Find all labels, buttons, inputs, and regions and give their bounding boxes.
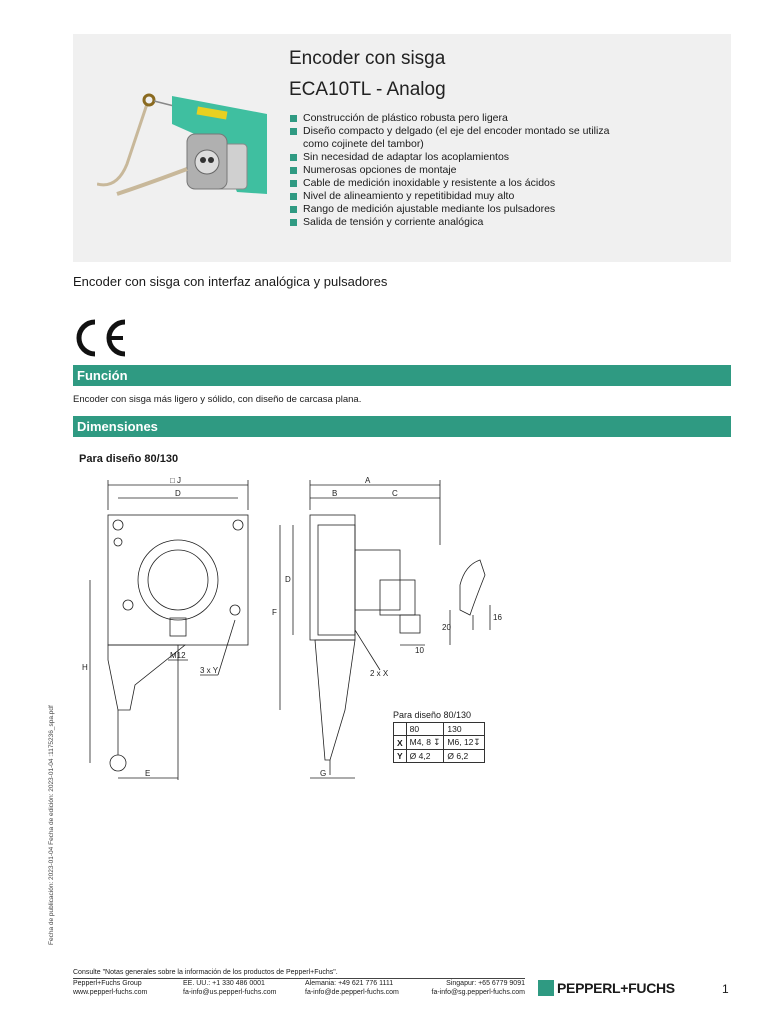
feature-item: Diseño compacto y delgado (el eje del encoder montado se utiliza como cojinete del tambor) (289, 125, 629, 151)
feature-item: Sin necesidad de adaptar los acoplamientos (289, 151, 629, 164)
dimension-drawing (60, 470, 560, 790)
label-j: □ J (170, 476, 182, 485)
table-cell: Ø 6,2 (444, 750, 484, 763)
feature-item: Salida de tensión y corriente analógica (289, 216, 629, 229)
label-g: G (320, 769, 327, 778)
footer-divider (73, 978, 525, 979)
label-m12: M12 (170, 651, 186, 660)
footer-group (73, 980, 147, 997)
product-photo (97, 74, 277, 234)
product-header-panel (73, 34, 731, 262)
footer-singapore-email-link[interactable]: fa-info@sg.pepperl-fuchs.com (431, 988, 525, 996)
feature-item: Construcción de plástico robusta pero ligera (289, 112, 629, 125)
label-c: C (392, 489, 398, 498)
footer-germany-email-link[interactable]: fa-info@de.pepperl-fuchs.com (305, 988, 399, 996)
label-3xy: 3 x Y (200, 666, 219, 675)
footer-usa-email-link[interactable]: fa-info@us.pepperl-fuchs.com (183, 988, 277, 996)
ce-mark-icon (73, 318, 133, 358)
label-b: B (332, 489, 338, 498)
label-2xx: 2 x X (370, 669, 389, 678)
footer-usa-phone: EE. UU.: +1 330 486 0001 (183, 980, 265, 987)
footer-usa (183, 980, 276, 997)
footer-website-link[interactable]: www.pepperl-fuchs.com (73, 988, 148, 996)
page-number: 1 (722, 982, 729, 996)
product-subtitle: Encoder con sisga con interfaz analógica y pulsadores (73, 274, 388, 289)
section-heading-funcion: Función (73, 365, 731, 386)
table-row (394, 723, 485, 736)
footer-singapore (425, 980, 525, 997)
table-cell: M6, 12↧ (444, 736, 484, 750)
table-row (394, 750, 485, 763)
label-10: 10 (415, 646, 424, 655)
footer-germany (305, 980, 399, 997)
logo-text: PEPPERL+FUCHS (557, 980, 675, 996)
label-d-side: D (285, 575, 291, 584)
label-e: E (145, 769, 151, 778)
table-cell: 130 (444, 723, 484, 736)
pepperl-fuchs-logo (538, 978, 675, 998)
label-h: H (82, 663, 88, 672)
table-cell: M4, 8 ↧ (406, 736, 444, 750)
feature-item: Numerosas opciones de montaje (289, 164, 629, 177)
pepperl-fuchs-logo-icon (538, 980, 554, 996)
footer-singapore-phone: Singapur: +65 6779 9091 (446, 980, 525, 987)
drawing-title: Para diseño 80/130 (79, 453, 179, 465)
label-d-top: D (175, 489, 181, 498)
publication-date-text: Fecha de publicación: 2023-01-04 Fecha de edición: 2023-01-04 :1175236_spa.pdf (48, 705, 55, 945)
label-20: 20 (442, 623, 451, 632)
product-model: ECA10TL - Analog (289, 79, 446, 100)
feature-item: Rango de medición ajustable mediante los pulsadores (289, 203, 629, 216)
table-cell: Ø 4,2 (406, 750, 444, 763)
label-16: 16 (493, 613, 502, 622)
table-cell (394, 723, 407, 736)
footer-germany-phone: Alemania: +49 621 776 1111 (305, 980, 394, 987)
footer-note: Consulte "Notas generales sobre la información de los productos de Pepperl+Fuchs". (73, 969, 338, 976)
label-a: A (365, 476, 371, 485)
table-cell: Y (394, 750, 407, 763)
section-heading-dimensiones: Dimensiones (73, 416, 731, 437)
product-title: Encoder con sisga (289, 48, 446, 69)
dim-table-caption: Para diseño 80/130 (393, 710, 472, 720)
front-housing (108, 515, 248, 645)
footer-company: Pepperl+Fuchs Group (73, 980, 142, 987)
feature-item: Cable de medición inoxidable y resistente a los ácidos (289, 177, 629, 190)
label-f: F (272, 608, 277, 617)
feature-list (289, 112, 629, 229)
dimension-table (393, 722, 485, 763)
funcion-text: Encoder con sisga más ligero y sólido, con diseño de carcasa plana. (73, 394, 362, 405)
feature-item: Nivel de alineamiento y repetitibidad muy alto (289, 190, 629, 203)
table-row (394, 736, 485, 750)
table-cell: 80 (406, 723, 444, 736)
table-cell: X (394, 736, 407, 750)
